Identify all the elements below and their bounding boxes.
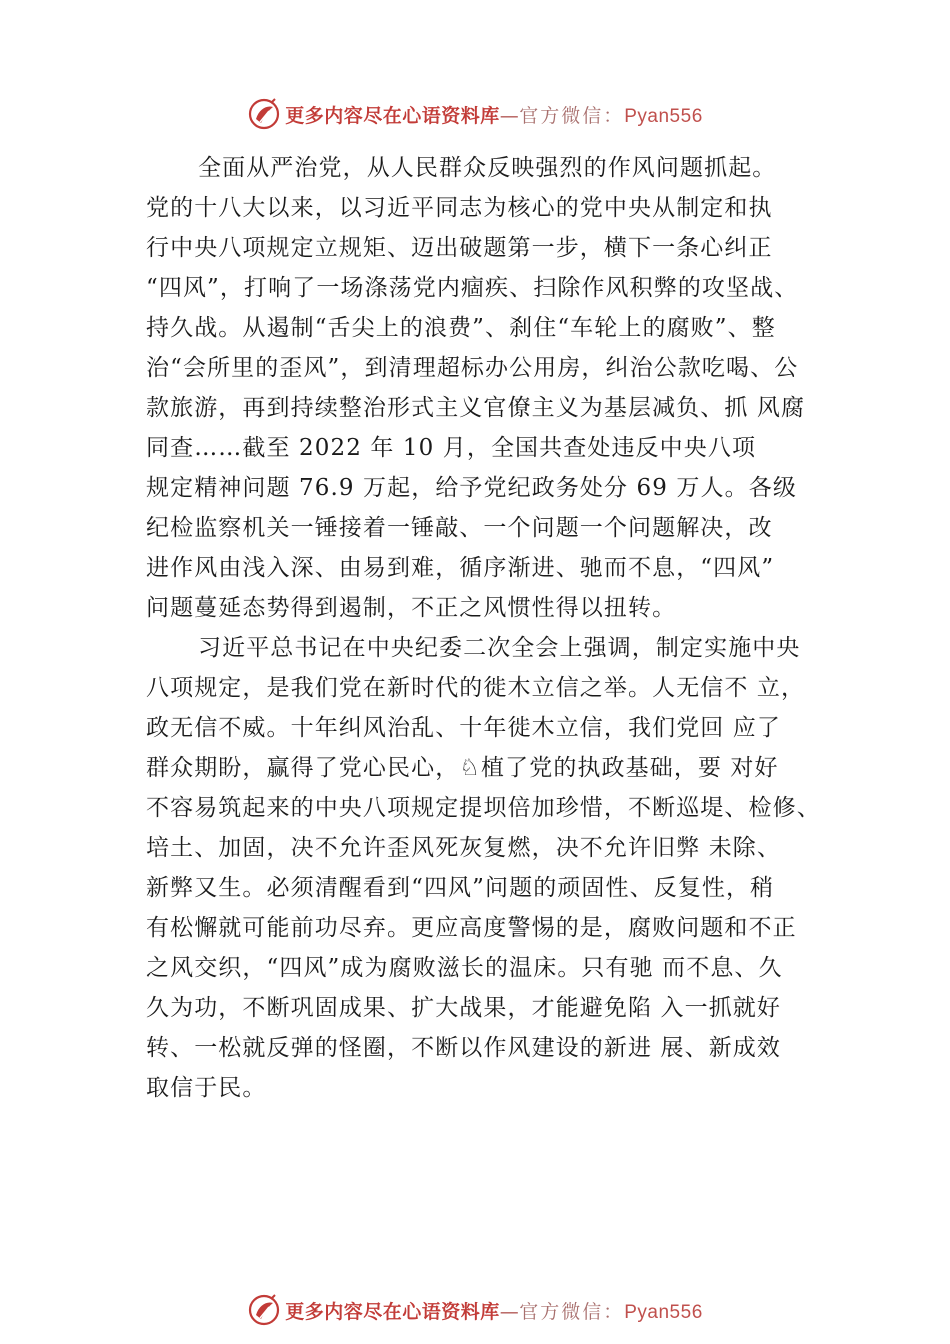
paragraph-2-line: 政无信不威。十年纠风治乱、十年徙木立信，我们党回 应了 <box>146 715 782 741</box>
footer-separator: — <box>499 1300 520 1323</box>
paragraph-1-line: 全面从严治党，从人民群众反映强烈的作风问题抓起。 <box>198 155 777 181</box>
paragraph-2-line: 之风交织，“四风”成为腐败滋长的温床。只有驰 而不息、久 <box>146 955 783 981</box>
paragraph-1-line: 款旅游，再到持续整治形式主义官僚主义为基层减负、抓 风腐 <box>146 395 806 421</box>
brand-logo-icon <box>247 97 281 131</box>
paragraph-1-line: 持久战。从遏制“舌尖上的浪费”、刹住“车轮上的腐败”、整 <box>146 315 776 341</box>
paragraph-1-line: 同查……截至 2022 年 10 月，全国共查处违反中央八项 <box>146 435 757 461</box>
document-body <box>146 148 846 1108</box>
header-separator: — <box>499 104 520 127</box>
paragraph-2-line: 新弊又生。必须清醒看到“四风”问题的顽固性、反复性，稍 <box>146 875 775 901</box>
paragraph-2-line: 不容易筑起来的中央八项规定提坝倍加珍惜，不断巡堤、检修、 <box>146 795 821 821</box>
paragraph-1-line: 行中央八项规定立规矩、迈出破题第一步，横下一条心纠正 <box>146 235 773 261</box>
paragraph-2-line: 取信于民。 <box>146 1075 267 1101</box>
paragraph-2-line: 有松懈就可能前功尽弃。更应高度警惕的是，腐败问题和不正 <box>146 915 797 941</box>
paragraph-1-line: 规定精神问题 76.9 万起，给予党纪政务处分 69 万人。各级 <box>146 475 797 501</box>
footer-banner-text <box>285 1297 703 1324</box>
paragraph-1-line: 进作风由浅入深、由易到难，循序渐进、驰而不息，“四风” <box>146 555 775 581</box>
paragraph-2-line: 群众期盼，赢得了党心民心，♘植了党的执政基础，要 对好 <box>146 755 779 781</box>
paragraph-1-line: 治“会所里的歪风”，到清理超标办公用房，纠治公款吃喝、公 <box>146 355 799 381</box>
brand-logo-icon <box>247 1293 281 1327</box>
paragraph-2-line: 转、一松就反弹的怪圈，不断以作风建设的新进 展、新成效 <box>146 1035 782 1061</box>
paragraph-2-line: 久为功，不断巩固成果、扩大战果，才能避免陷 入一抓就好 <box>146 995 782 1021</box>
header-banner-text <box>285 101 703 128</box>
paragraph-2-line: 培土、加固，决不允许歪风死灰复燃，决不允许旧弊 未除、 <box>146 835 782 861</box>
paragraph-1-line: 问题蔓延态势得到遏制，不正之风惯性得以扭转。 <box>146 595 677 621</box>
paragraph-1-line: “四风”，打响了一场涤荡党内痼疾、扫除作风积弊的攻坚战、 <box>146 275 799 301</box>
paragraph-2-line: 八项规定，是我们党在新时代的徙木立信之举。人无信不 立， <box>146 675 806 701</box>
header-wechat-id: Pyan556 <box>624 105 703 127</box>
paragraph-1-line: 党的十八大以来，以习近平同志为核心的党中央从制定和执 <box>146 195 773 221</box>
paragraph-2-line: 习近平总书记在中央纪委二次全会上强调，制定实施中央 <box>198 635 801 661</box>
footer-banner <box>0 1290 950 1330</box>
footer-wechat-id: Pyan556 <box>624 1301 703 1323</box>
footer-wechat-label: 官方微信： <box>519 1300 625 1323</box>
header-wechat-label: 官方微信： <box>519 104 625 127</box>
header-banner <box>0 94 950 134</box>
footer-brand: 更多内容尽在心语资料库 <box>285 1300 500 1323</box>
header-brand: 更多内容尽在心语资料库 <box>285 104 500 127</box>
paragraph-1-line: 纪检监察机关一锤接着一锤敲、一个问题一个问题解决，改 <box>146 515 773 541</box>
